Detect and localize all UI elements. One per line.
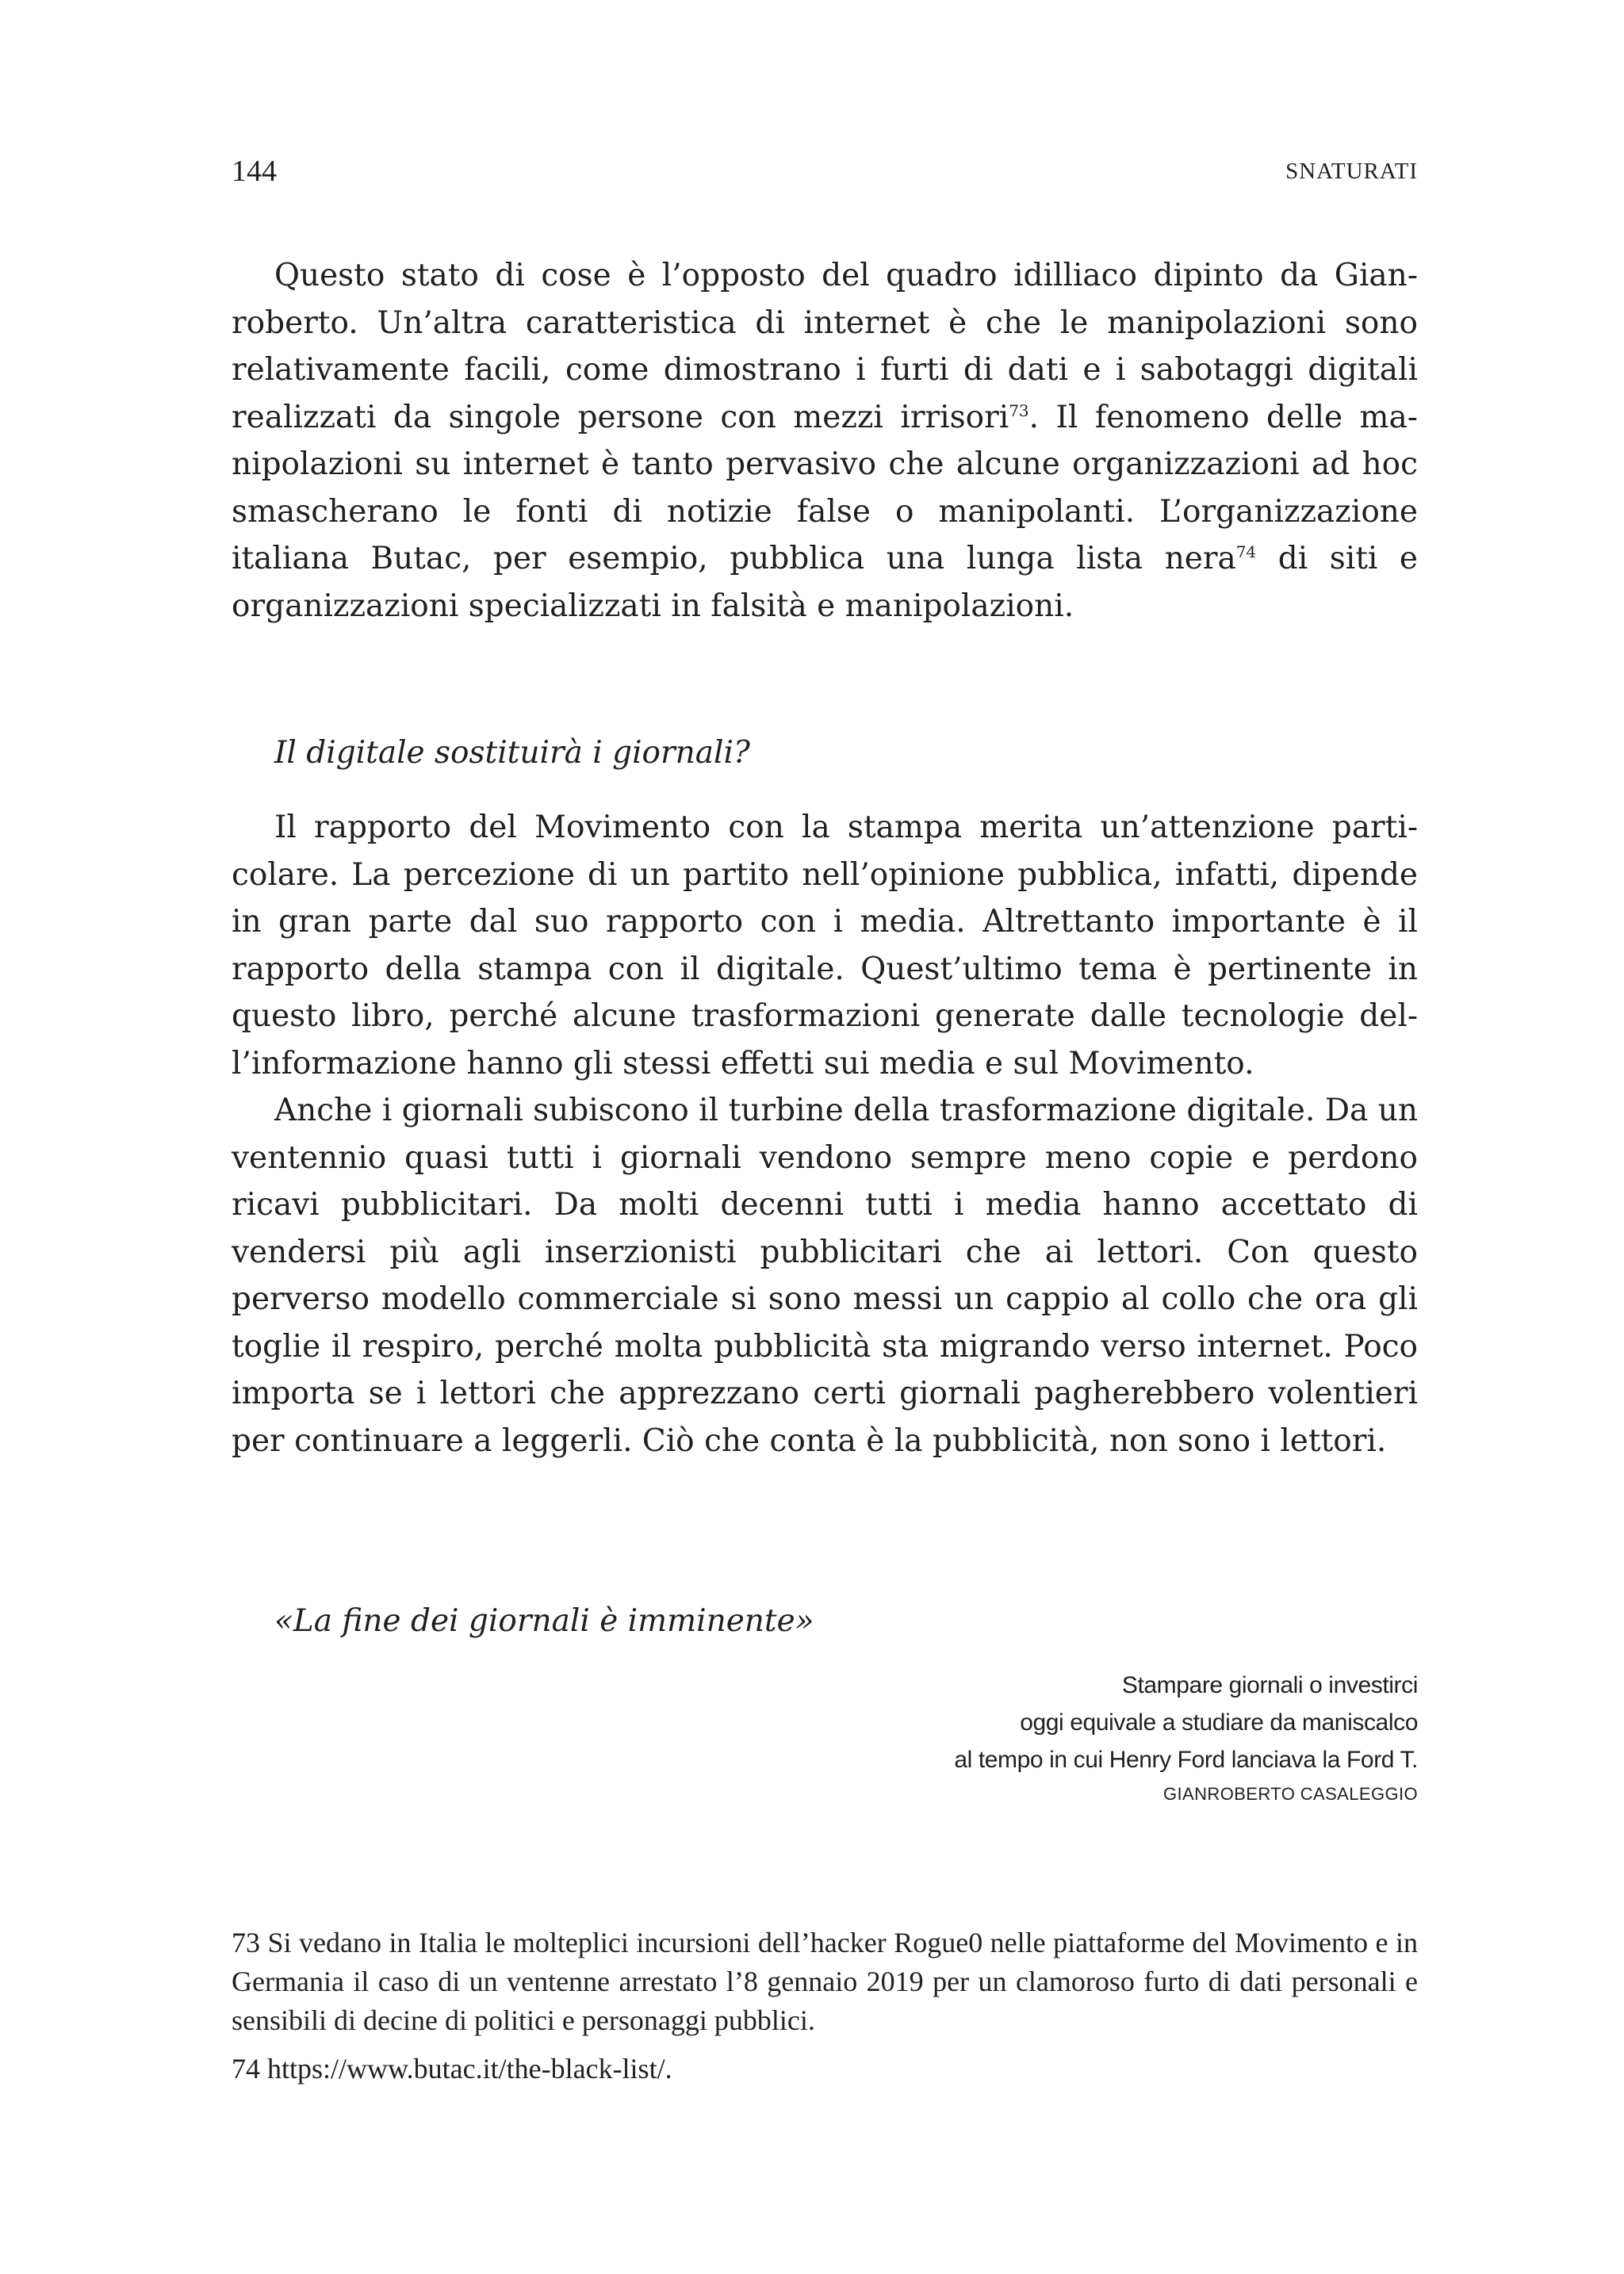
footnote-73: 73 Si vedano in Italia le molteplici incursioni dell’hacker Rogue0 nelle piattaforme del Movimento e in Germania il caso di un ventenne arrestato l’8 gennaio 2019 per un clamoroso furto di dati personali e sensibili di decine di politici e personaggi pubblici.	[232, 1927, 1418, 2036]
running-head	[232, 152, 1418, 190]
section-heading-digital: Il digitale sostituirà i giornali?	[274, 735, 750, 771]
epigraph-line: oggi equivale a studiare da maniscalco	[1020, 1709, 1418, 1736]
page-number: 144	[232, 155, 277, 188]
epigraph	[954, 1667, 1418, 1810]
footnote-ref-73[interactable]: 73	[1009, 400, 1029, 420]
footnote-ref-74[interactable]: 74	[1235, 542, 1257, 561]
running-title: SNATURATI	[1285, 159, 1418, 184]
paragraph-text: Questo stato di cose è l’opposto del quadro idilliaco dipinto da Gianroberto. Un’altra caratteristica di internet è che le manipolazioni sono relativamente facili, come dimostrano i furti di dati e i sabotaggi digitali realizzati da singole persone con mezzi irrisori	[232, 258, 1418, 435]
paragraph-text: di siti e organizzazioni specializzati in falsità e manipolazioni.	[232, 541, 1419, 624]
epigraph-line: al tempo in cui Henry Ford lanciava la Ford T.	[954, 1747, 1418, 1773]
section-intro	[232, 252, 1418, 630]
paragraph-text: . Il fenomeno delle manipolazioni su internet è tanto pervasivo che alcune organizzazioni ad hoc smascherano le fonti di notizie false o manipolanti. L’organizzazione italiana Butac, per esempio, pubblica una lunga lista nera	[232, 399, 1418, 576]
footnotes	[232, 1924, 1418, 2098]
paragraph-newspapers-crisis: Anche i giornali subiscono il turbine della trasformazione digitale. Da un ventennio quasi tutti i giornali vendono sempre meno copie e perdono ricavi pubblicitari. Da molti decenni tutti i media hanno accettato di vendersi più agli inserzionisti pubblicitari che ai lettori. Con questo perverso modello commerciale si sono messi un cappio al collo che ora gli toglie il respiro, perché molta pubblicità sta migrando verso internet. Poco importa se i lettori che apprezzano certi giornali pagherebbero volentieri per continuare a leggerli. Ciò che conta è la pubblicità, non sono i lettori.	[232, 1093, 1418, 1459]
footnote-74: 74 https://www.butac.it/the-black-list/.	[232, 2053, 672, 2084]
paragraph-manipulations	[232, 252, 1418, 630]
book-page	[232, 0, 1418, 2274]
section-digital	[232, 804, 1418, 1464]
epigraph-author: GIANROBERTO CASALEGGIO	[1163, 1784, 1418, 1804]
section-heading-end-of-newspapers: «La fine dei giornali è imminente»	[274, 1603, 814, 1639]
epigraph-line: Stampare giornali o investirci	[1121, 1672, 1418, 1698]
paragraph-press-relationship: Il rapporto del Movimento con la stampa merita un’attenzione particolare. La percezione di un partito nell’opinione pubblica, infatti, dipende in gran parte dal suo rapporto con i media. Altrettanto importante è il rapporto della stampa con il digitale. Quest’ultimo tema è pertinente in questo libro, perché alcune trasformazioni generate dalle tecnologie dell’informazione hanno gli stessi effetti sui media e sul Movimento.	[232, 810, 1418, 1081]
